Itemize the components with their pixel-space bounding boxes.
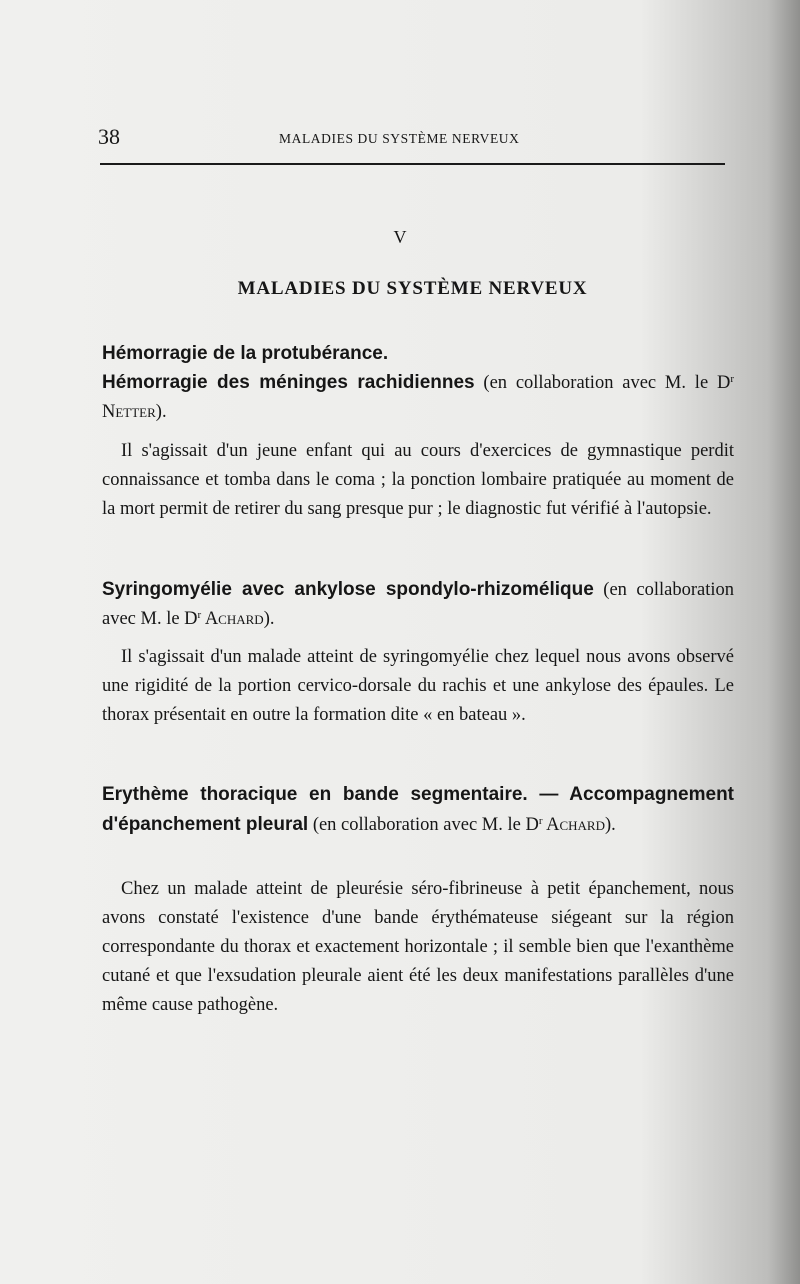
header-rule bbox=[100, 163, 725, 165]
collaborator-name: Achard bbox=[201, 609, 264, 629]
credit-suffix: ). bbox=[155, 402, 167, 422]
entry-title: Erythème thoracique en bande segmentaire. — Accompagnement d'épanchement pleural bbox=[102, 784, 734, 835]
entry-title: Hémorragie de la protubérance. bbox=[102, 343, 389, 364]
doctor-abbrev-sup: r bbox=[730, 373, 734, 385]
entry-heading bbox=[102, 780, 734, 840]
entry-title: Hémorragie des méninges rachidiennes bbox=[102, 372, 475, 393]
doctor-abbrev-sup: r bbox=[197, 609, 202, 621]
entry-body: Il s'agissait d'un malade atteint de syringomyélie chez lequel nous avons observé une rigidité de la portion cervico-dorsale du rachis et une ankylose des épaules. Le thorax présentait en outre la formation dite « en bateau ». bbox=[102, 647, 734, 725]
collaborator-name: Achard bbox=[542, 815, 605, 835]
entry-heading bbox=[102, 575, 734, 634]
collaborator-name: Netter bbox=[102, 402, 156, 422]
running-header: MALADIES DU SYSTÈME NERVEUX bbox=[279, 131, 520, 146]
collaboration-credit: (en collaboration avec M. le D bbox=[102, 580, 735, 629]
collaboration-credit: (en collaboration avec M. le D bbox=[308, 815, 539, 835]
collaboration-credit: (en collaboration avec M. le D bbox=[474, 373, 731, 393]
credit-suffix: ). bbox=[263, 609, 275, 629]
credit-suffix: ). bbox=[605, 815, 616, 835]
section-title: MALADIES DU SYSTÈME NERVEUX bbox=[237, 278, 588, 299]
entry-body: Chez un malade atteint de pleurésie séro-fibrineuse à petit épanchement, nous avons constaté l'existence d'une bande érythémateuse siégeant sur la région correspondante du thorax et exactement horizontale ; il semble bien que l'exanthème cutané et que l'exsudation pleurale aient été les deux manifestations parallèles d'une même cause pathogène. bbox=[102, 879, 734, 1015]
entry-heading bbox=[102, 368, 734, 427]
section-numeral: V bbox=[393, 227, 407, 247]
entry-body: Il s'agissait d'un jeune enfant qui au cours d'exercices de gymnastique perdit connaissance et tomba dans le coma ; la ponction lombaire pratiquée au moment de la mort permit de retirer du sang presque pur ; le diagnostic fut vérifié à l'autopsie. bbox=[102, 441, 734, 519]
page-number: 38 bbox=[98, 124, 120, 149]
entry-title: Syringomyélie avec ankylose spondylo-rhizomélique bbox=[102, 579, 594, 600]
entry-heading bbox=[102, 339, 734, 369]
doctor-abbrev-sup: r bbox=[538, 815, 543, 827]
